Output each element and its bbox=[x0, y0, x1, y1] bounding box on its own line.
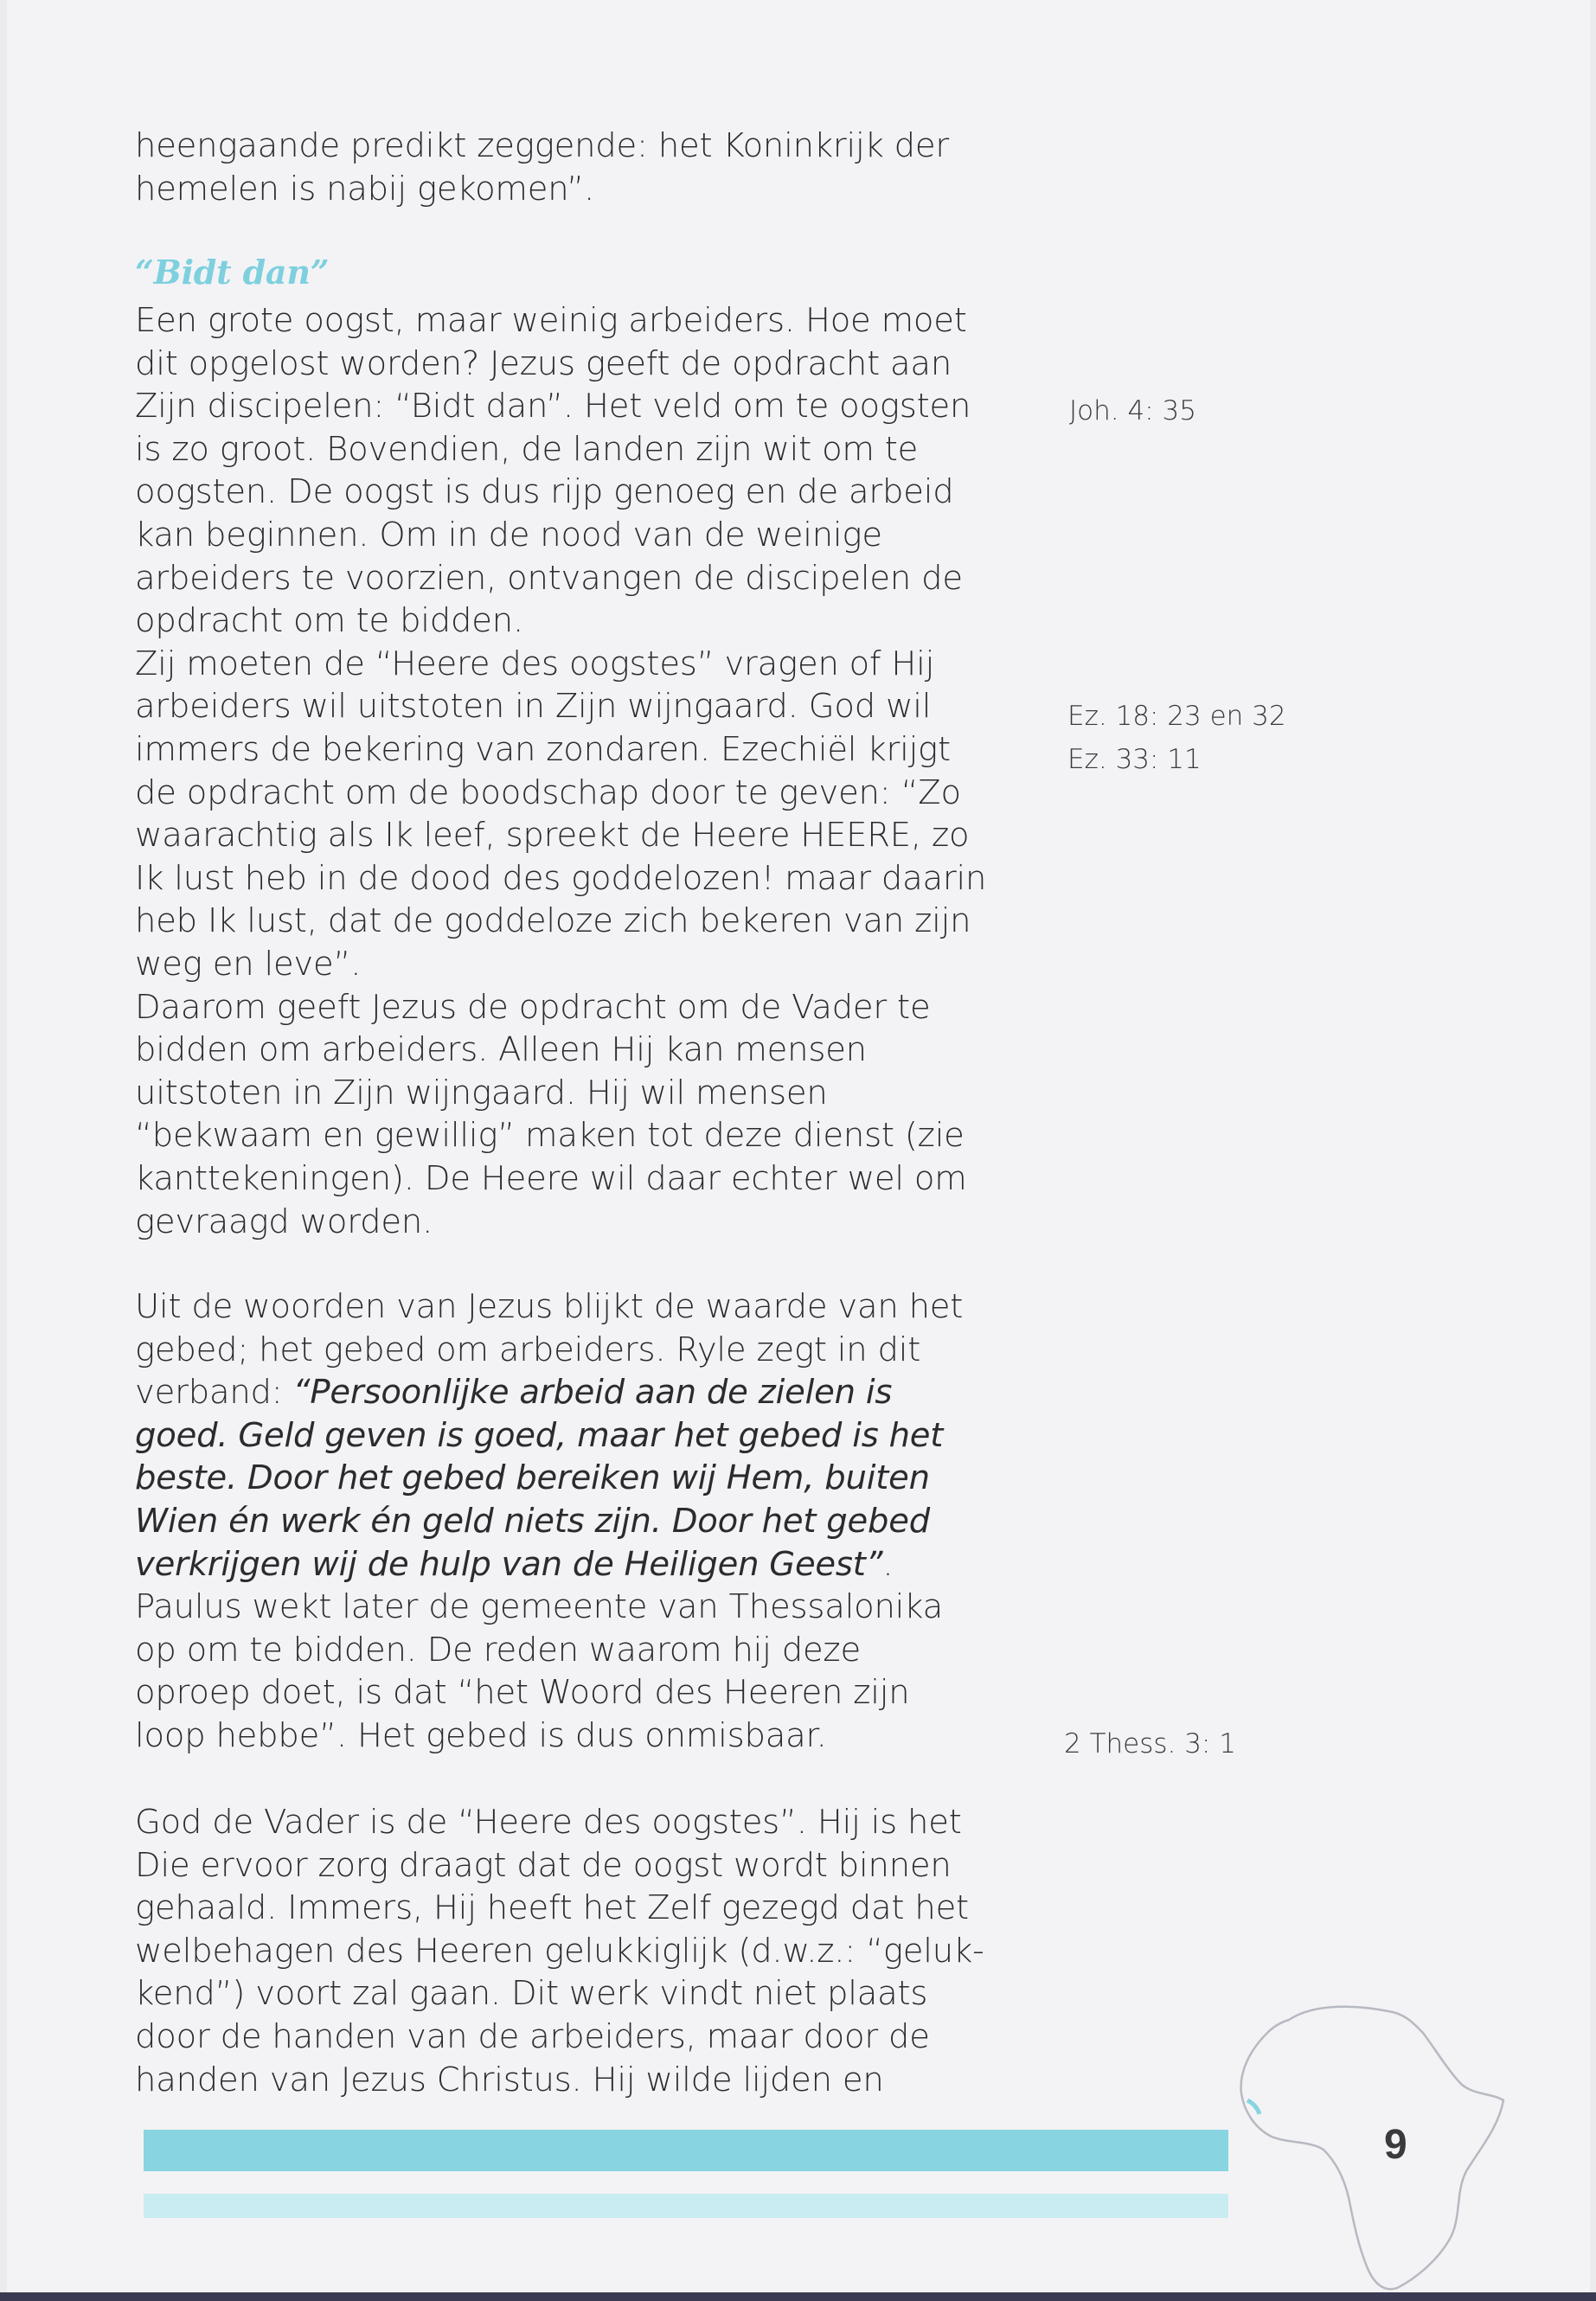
margin-reference: 2 Thess. 3: 1 bbox=[1064, 1728, 1236, 1759]
quote-line: Wien én werk én geld niets zijn. Door het gebed bbox=[135, 1502, 930, 1541]
text-line: opdracht om te bidden. bbox=[135, 601, 524, 641]
text-line: weg en leve”. bbox=[135, 945, 362, 984]
text-line: arbeiders te voorzien, ontvangen de discipelen de bbox=[135, 558, 963, 598]
text-line: uitstoten in Zijn wijngaard. Hij wil mensen bbox=[135, 1073, 828, 1112]
quote-fragment: “Persoonlijke arbeid aan de zielen is bbox=[292, 1373, 893, 1413]
page-number: 9 bbox=[1384, 2122, 1407, 2168]
text-fragment: verband: bbox=[135, 1373, 293, 1413]
margin-reference: Joh. 4: 35 bbox=[1069, 395, 1196, 426]
text-line: kend”) voort zal gaan. Dit werk vindt niet plaats bbox=[135, 1974, 928, 2014]
text-line: Daarom geeft Jezus de opdracht om de Vader te bbox=[135, 987, 931, 1027]
text-line: arbeiders wil uitstoten in Zijn wijngaard. God wil bbox=[135, 687, 932, 727]
text-line: Paulus wekt later de gemeente van Thessalonika bbox=[135, 1587, 943, 1627]
text-line: kan beginnen. Om in de nood van de weinige bbox=[135, 516, 882, 554]
text-line: “bekwaam en gewillig” maken tot deze dienst (zie bbox=[135, 1116, 965, 1156]
text-line: bidden om arbeiders. Alleen Hij kan mensen bbox=[135, 1030, 867, 1070]
text-line: Ik lust heb in de dood des goddelozen! maar daarin bbox=[135, 858, 987, 898]
text-line bbox=[135, 1371, 892, 1414]
text-fragment: . bbox=[882, 1544, 894, 1584]
text-line: handen van Jezus Christus. Hij wilde lijden en bbox=[135, 2060, 884, 2099]
text-line: Die ervoor zorg draagt dat de oogst wordt binnen bbox=[135, 1845, 952, 1885]
text-line: dit opgelost worden? Jezus geeft de opdracht aan bbox=[135, 343, 952, 383]
text-line: immers de bekering van zondaren. Ezechiël krijgt bbox=[135, 730, 951, 769]
text-line: Uit de woorden van Jezus blijkt de waarde van het bbox=[135, 1287, 964, 1326]
text-line: door de handen van de arbeiders, maar door de bbox=[135, 2017, 930, 2056]
text-line: gehaald. Immers, Hij heeft het Zelf gezegd dat het bbox=[135, 1888, 969, 1928]
text-line: hemelen is nabij gekomen”. bbox=[135, 169, 595, 208]
text-line: de opdracht om de boodschap door te geven: “Zo bbox=[135, 772, 961, 812]
quote-line: goed. Geld geven is goed, maar het gebed is het bbox=[135, 1415, 944, 1455]
text-line: God de Vader is de “Heere des oogstes”. Hij is het bbox=[135, 1803, 962, 1842]
text-line bbox=[135, 1543, 893, 1586]
text-line: oogsten. De oogst is dus rijp genoeg en de arbeid bbox=[135, 472, 954, 512]
text-line: waarachtig als Ik leef, spreekt de Heere HEERE, zo bbox=[135, 816, 970, 856]
quote-line: beste. Door het gebed bereiken wij Hem, buiten bbox=[135, 1458, 930, 1498]
decorative-bar bbox=[144, 2130, 1228, 2171]
section-heading: “Bidt dan” bbox=[135, 253, 330, 292]
margin-reference: Ez. 18: 23 en 32 bbox=[1067, 701, 1286, 732]
text-line: heb Ik lust, dat de goddeloze zich bekeren van zijn bbox=[135, 901, 971, 941]
text-line: gevraagd worden. bbox=[135, 1202, 433, 1241]
margin-reference: Ez. 33: 11 bbox=[1067, 744, 1202, 775]
text-line: loop hebbe”. Het gebed is dus onmisbaar. bbox=[135, 1716, 827, 1755]
quote-fragment: verkrijgen wij de hulp van de Heiligen Geest” bbox=[135, 1544, 883, 1584]
text-line: oproep doet, is dat “het Woord des Heeren zijn bbox=[135, 1673, 910, 1713]
text-line: Zij moeten de “Heere des oogstes” vragen of Hij bbox=[135, 644, 935, 683]
text-line: gebed; het gebed om arbeiders. Ryle zegt in dit bbox=[135, 1330, 921, 1369]
text-line: is zo groot. Bovendien, de landen zijn wit om te bbox=[135, 429, 919, 469]
text-line: Zijn discipelen: “Bidt dan”. Het veld om te oogsten bbox=[135, 387, 971, 426]
text-line: welbehagen des Heeren gelukkiglijk (d.w.z.: “geluk- bbox=[135, 1931, 984, 1971]
decorative-bar-light bbox=[144, 2194, 1228, 2218]
text-line: kanttekeningen). De Heere wil daar echter wel om bbox=[135, 1159, 967, 1198]
text-line: Een grote oogst, maar weinig arbeiders. Hoe moet bbox=[135, 301, 967, 340]
text-line: heengaande predikt zeggende: het Koninkrijk der bbox=[135, 126, 950, 165]
africa-map-icon bbox=[1228, 1998, 1514, 2301]
text-line: op om te bidden. De reden waarom hij deze bbox=[135, 1630, 861, 1670]
